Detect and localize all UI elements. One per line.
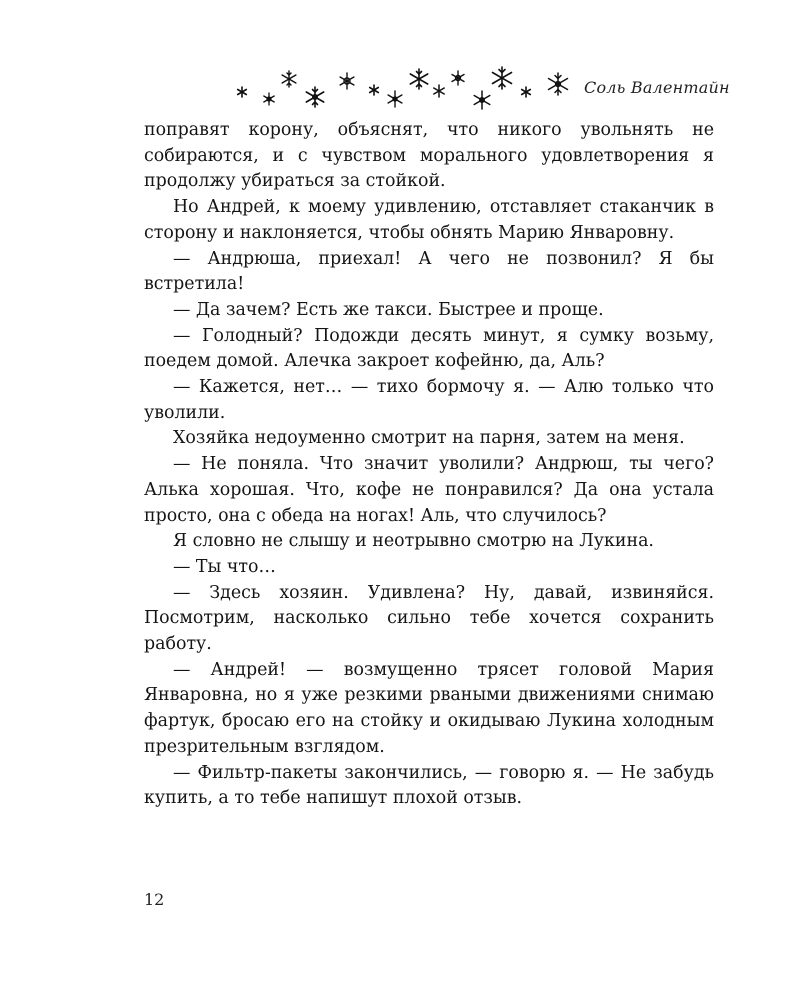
snowflake-icon: [520, 86, 532, 98]
snowflake-icon: [450, 70, 466, 86]
snowflake-icon: [472, 90, 492, 110]
paragraph: — Андрей! — возмущенно трясет головой Мария Январовна, но я уже резкими рваными движениями снимаю фартук, бросаю его на стойку и окидываю Лукина холодным презрительным взглядом.: [144, 659, 714, 757]
snowflake-icon: [408, 68, 430, 90]
snowflake-icon: [280, 70, 298, 88]
page-number: 12: [144, 890, 165, 909]
running-title: Соль Валентайн: [584, 78, 730, 97]
snowflake-icon: [304, 86, 326, 108]
snowflake-icon: [432, 84, 446, 98]
paragraph: — Фильтр-пакеты закончились, — говорю я. — Не забудь купить, а то тебе напишут плохой отзыв.: [144, 762, 714, 809]
paragraph: — Голодный? Подожди десять минут, я сумку возьму, поедем домой. Алечка закроет кофейню, да, Аль?: [144, 325, 714, 372]
paragraph: поправят корону, объяснят, что никого увольнять не собираются, и с чувством морального удовлетворения я продолжу убираться за стойкой.: [144, 120, 714, 192]
paragraph: — Да зачем? Есть же такси. Быстрее и проще.: [173, 299, 604, 320]
paragraph: — Ты что…: [173, 556, 276, 577]
snowflakes-ornament: [232, 66, 552, 110]
paragraph: Хозяйка недоуменно смотрит на парня, затем на меня.: [173, 428, 685, 449]
snowflake-icon: [386, 90, 404, 108]
paragraph: — Здесь хозяин. Удивлена? Ну, давай, извиняйся. Посмотрим, насколько сильно тебе хочется сохранить работу.: [144, 582, 714, 655]
paragraph: — Не поняла. Что значит уволили? Андрюш, ты чего? Алька хорошая. Что, кофе не понравился? Да она устала просто, она с обеда на ногах! Аль, что случилось?: [144, 454, 714, 526]
snowflake-icon: [368, 84, 380, 96]
paragraph: Но Андрей, к моему удивлению, отставляет стаканчик в сторону и наклоняется, чтобы обнять Марию Январовну.: [144, 197, 714, 243]
body-text: [144, 118, 714, 812]
snowflake-icon: [338, 72, 356, 90]
paragraph: — Андрюша, приехал! А чего не позвонил? Я бы встретила!: [144, 248, 714, 295]
snowflake-icon: [490, 66, 514, 90]
snowflake-icon: [546, 72, 570, 96]
snowflake-icon: [262, 92, 276, 106]
paragraph: Я словно не слышу и неотрывно смотрю на Лукина.: [173, 531, 654, 552]
snowflake-icon: [236, 86, 248, 98]
paragraph: — Кажется, нет… — тихо бормочу я. — Алю только что уволили.: [144, 377, 714, 423]
